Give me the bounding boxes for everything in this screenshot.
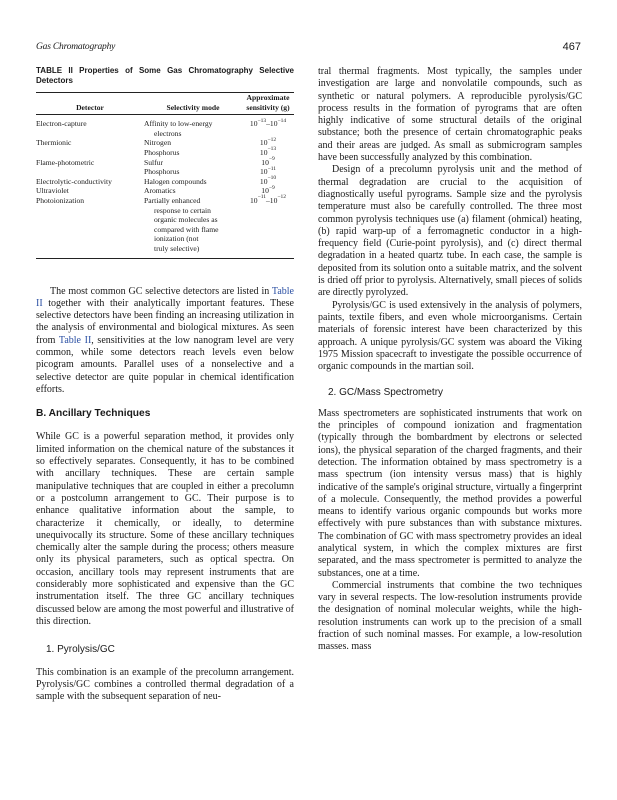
- sensitivity-cell: [242, 177, 294, 187]
- left-column: [36, 66, 294, 703]
- subsection-heading-pyrolysis: 1. Pyrolysis/GC: [46, 644, 115, 656]
- header-sensitivity-line1: Approximate: [246, 93, 290, 102]
- sensitivity-sens-exp: −12: [267, 136, 277, 143]
- sensitivity-sens-exp: −10: [267, 175, 277, 182]
- right-paragraph-2: Design of a precolumn pyrolysis unit and the method of thermal degradation are crucial to the acquisition of diagnostically useful pyrograms. Sample size and the pyrolysis temperature must also be carefully controlled. The three most common pyrolysis techniques use (a) filament (ohmical) heating, (b) rapid warp-up of a ferromagnetic conductor in a high-frequency field (Curie-point pyrolysis), and (c) direct thermal degradation in a heated quartz tube. In each case, the sample is deposited from its solution onto a suitable matrix, and the solvent is dried off prior to pyrolysis. Alternatively, small pieces of solids are directly pyrolyzed.: [318, 164, 582, 299]
- sensitivity-sens-base: 10: [260, 167, 268, 177]
- sensitivity-sens-exp: −9: [268, 156, 275, 163]
- subsection-heading-gcms: 2. GC/Mass Spectrometry: [328, 387, 444, 399]
- sensitivity-sens-base: 10: [261, 157, 269, 167]
- table-row: [36, 158, 294, 168]
- sensitivity-sens-exp: −11: [267, 165, 276, 172]
- header-selectivity-mode: Selectivity mode: [166, 102, 220, 112]
- sensitivity-sens-exp: −11: [257, 194, 266, 201]
- detector-cell: Electron-capture: [36, 119, 87, 129]
- mode-text: Sulfur: [144, 157, 163, 167]
- table-row: [36, 196, 294, 258]
- sensitivity-sens-exp2: −14: [277, 117, 287, 124]
- detector-cell: Electrolytic-conductivity: [36, 176, 112, 186]
- sensitivity-cell: [242, 115, 294, 139]
- selectivity-mode-cell: [144, 115, 242, 139]
- detector-cell: Thermionic: [36, 138, 72, 148]
- mode-text: Phosphorus: [144, 147, 180, 157]
- mode-text-continued: response to certain: [154, 205, 211, 215]
- sensitivity-sens-sep: –10: [266, 119, 278, 129]
- mode-text-continued: organic molecules as: [154, 215, 218, 225]
- table-row: [36, 167, 294, 177]
- table-row: [36, 138, 294, 148]
- table-ii-link-1[interactable]: Table II: [36, 285, 294, 309]
- mode-text-continued: ionization (not: [154, 234, 199, 244]
- sensitivity-sens-base: 10: [259, 176, 268, 186]
- left-p1-text-a: The most common GC selective detectors are listed in: [50, 285, 272, 297]
- running-head: [36, 42, 581, 56]
- sensitivity-sens-exp: −13: [267, 146, 277, 153]
- table-row: [36, 177, 294, 187]
- mode-text-continued: truly selective): [154, 243, 200, 253]
- detectors-table: [36, 92, 294, 259]
- left-p1-text-b: together with their analytically important features. These selective detectors have been finding an increasing utilization in the analysis of environmental and biological mixtures. As seen from: [36, 297, 294, 346]
- sensitivity-sens-exp: −13: [257, 117, 267, 124]
- mode-text-continued: compared with flame: [154, 224, 219, 234]
- sensitivity-sens-base: 10: [259, 147, 268, 157]
- sensitivity-cell: [242, 148, 294, 158]
- sensitivity-sens-base: 10: [261, 186, 269, 196]
- sensitivity-sens-sep: –10: [266, 195, 278, 205]
- left-paragraph-2: While GC is a powerful separation method, it provides only limited information on the chemical nature of the substances it so effectively separates. Consequently, it has to be combined with ancillary techniques. These are certain sample manipulative techniques that are coupled in either a precolumn or a postcolumn arrangement to GC. Their purpose is to enhance qualitative information about the sample, to characterize it chemically, or ideally, to determine unequivocally its structure. Some of these ancillary techniques chemically alter the sample during the process; others measure only its physical parameters, such as optical spectra. On occasion, ancillary tools may represent instruments that are considerably more sophisticated and expensive than the GC instrumentation itself. The three GC ancillary techniques discussed below are among the most powerful and illustrative of this direction.: [36, 431, 294, 627]
- table-row: [36, 148, 294, 158]
- left-paragraph-3: This combination is an example of the precolumn arrangement. Pyrolysis/GC combines a controlled thermal degradation of a sample with the subsequent separation of neu-: [36, 666, 294, 703]
- header-sensitivity-line2: sensitivity (g): [246, 102, 290, 112]
- header-sensitivity: [242, 93, 294, 115]
- left-paragraph-1: [36, 286, 294, 397]
- sensitivity-sens-base: 10: [250, 195, 258, 205]
- detector-cell: Photoionization: [36, 195, 85, 205]
- table-row: [36, 115, 294, 139]
- right-paragraph-1: tral thermal fragments. Most typically, the samples under investigation are large and nonvolatile compounds, such as synthetic or natural polymers. A reproducible pyrolysis/GC process results in the formation of pyrograms that are often highly indicative of some structural details of the original substance; both the presence of certain chromatographic peaks and their areas are judged. As small as submicrogram samples have been successfully analyzed by this combination.: [318, 66, 582, 164]
- header-detector: Detector: [76, 102, 104, 112]
- section-heading-ancillary: B. Ancillary Techniques: [36, 408, 151, 420]
- sensitivity-sens-exp2: −12: [277, 194, 286, 201]
- detector-cell: Flame-photometric: [36, 157, 95, 167]
- sensitivity-sens-base: 10: [259, 138, 268, 148]
- right-paragraph-3: Pyrolysis/GC is used extensively in the analysis of polymers, paints, textile fibers, and even whole microorganisms. Certain materials of forensic interest have been characterized by this approach. A unique pyrolysis/GC system was aboard the Viking 1975 Mission spacecraft to investigate the possible occurrence of organic compounds in the martian soil.: [318, 299, 582, 373]
- mode-text: Halogen compounds: [144, 176, 207, 186]
- selectivity-mode-cell: [144, 177, 242, 187]
- mode-text: Phosphorus: [144, 167, 180, 177]
- mode-text: Nitrogen: [144, 138, 171, 148]
- left-p1-text-c: , sensitivities at the low nanogram level are very common, while some detectors reach levels even below picogram amounts. Parallel uses of a nonselective and a selective detector are quite popular in chemical identification efforts.: [36, 334, 294, 395]
- selectivity-mode-cell: [144, 148, 242, 158]
- table-header-row: [36, 93, 294, 115]
- selectivity-mode-cell: [144, 158, 242, 168]
- page-number: 467: [562, 41, 581, 53]
- selectivity-mode-cell: [144, 196, 242, 258]
- table-row: [36, 186, 294, 196]
- sensitivity-cell: [242, 196, 294, 258]
- table-body: [36, 115, 294, 258]
- detector-cell: [36, 167, 144, 177]
- selectivity-mode-cell: [144, 138, 242, 148]
- right-column: [318, 66, 582, 654]
- right-paragraph-5: Commercial instruments that combine the two techniques vary in several respects. The low-resolution instruments provide the designation of nominal molecular weights, while the high-resolution instruments can work up to the precision of a small fraction of such nominal masses. For example, a low-resolution masses. mass: [318, 579, 582, 653]
- selectivity-mode-cell: [144, 167, 242, 177]
- detector-cell: Ultraviolet: [36, 186, 69, 196]
- table-ii-link-2[interactable]: Table II: [58, 334, 92, 346]
- mode-text: Aromatics: [144, 186, 176, 196]
- sensitivity-sens-base: 10: [249, 119, 258, 129]
- mode-text: Affinity to low-energy: [144, 119, 213, 129]
- sensitivity-cell: [242, 186, 294, 196]
- detector-cell: [36, 148, 144, 158]
- right-paragraph-4: Mass spectrometers are sophisticated instruments that work on the principles of compound ionization and fragmentation (typically through the bombardment by electrons or selected ions), the physical separation of the charged fragments, and their detection. The information obtained by mass spectrometry is a mass spectrum (ion intensity versus mass) that is highly indicative of the sample's original structure, virtually a fingerprint of a molecule. Consequently, the method provides a powerful means to identify various organic compounds but works more effectively with pure substances than with substance mixtures. The combination of GC with mass spectrometry provides an ideal analytical system, in which the complex mixtures are first separated, and the mass spectrometer is permitted to analyze the substances, one at a time.: [318, 407, 582, 579]
- mode-text-continued: electrons: [154, 128, 182, 138]
- running-title: Gas Chromatography: [36, 42, 116, 52]
- table-caption: TABLE II Properties of Some Gas Chromatography Selective Detectors: [36, 66, 294, 85]
- selectivity-mode-cell: [144, 186, 242, 196]
- sensitivity-sens-exp: −9: [268, 184, 275, 191]
- mode-text: Partially enhanced: [144, 195, 201, 205]
